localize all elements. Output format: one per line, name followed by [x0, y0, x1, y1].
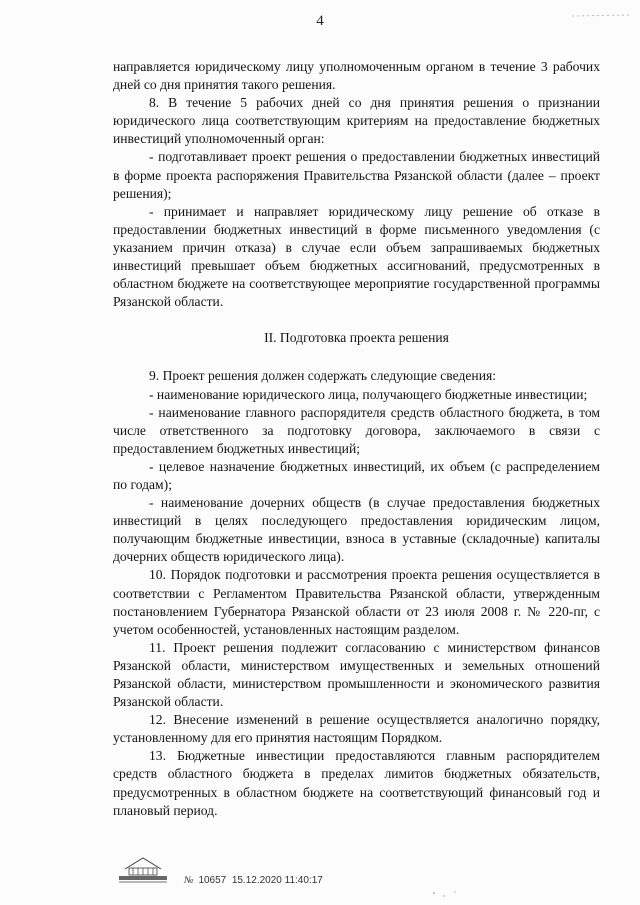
section-heading: II. Подготовка проекта решения — [264, 330, 449, 346]
document-body — [113, 58, 600, 820]
list-item: - наименование главного распорядителя средств областного бюджета, в том числе ответственного за подготовку договора, заключаемого в связи с предоставлением бюджетных инвестиций; — [113, 404, 600, 456]
paragraph: направляется юридическому лицу уполномоченным органом в течение 3 рабочих дней со дня принятия такого решения. — [113, 59, 600, 93]
list-item: - целевое назначение бюджетных инвестиций, их объем (с распределением по годам); — [113, 458, 600, 492]
scan-artifact — [430, 885, 460, 893]
paragraph: 12. Внесение изменений в решение осуществляется аналогично порядку, установленному для его принятия настоящим Порядком. — [113, 712, 600, 746]
doc-number: 10657 — [198, 875, 227, 886]
paragraph: 13. Бюджетные инвестиции предоставляются главным распорядителем средств областного бюджета в пределах лимитов бюджетных обязательств, предусмотренных в областном бюджете на соответствующий финансовый год и плановый период. — [113, 748, 600, 818]
list-item: - принимает и направляет юридическому лицу решение об отказе в предоставлении бюджетных инвестиций в форме письменного уведомления (с указанием причин отказа) в случае если объем запрашиваемых бюджетных инвестиций превышает объем бюджетных ассигнований, предусмотренных в областном бюджете на соответствующее мероприятие государственной программы Рязанской области. — [113, 203, 600, 310]
paragraph: 9. Проект решения должен содержать следующие сведения: — [149, 368, 497, 384]
registry-stamp-icon — [117, 855, 169, 883]
paragraph: 10. Порядок подготовки и рассмотрения проекта решения осуществляется в соответствии с Регламентом Правительства Рязанской области, утвержденным постановлением Губернатора Рязанской области от 23 июля 2008 г. № 220-пг, с учетом особенностей, установленных настоящим разделом. — [113, 567, 600, 637]
list-item: - наименование дочерних обществ (в случае предоставления бюджетных инвестиций в целях последующего предоставления юридическим лицом, получающим бюджетные инвестиции, взноса в уставные (складочные) капиталы дочерних обществ юридического лица). — [113, 495, 600, 565]
scan-artifact — [572, 6, 632, 12]
list-item: - наименование юридического лица, получающего бюджетные инвестиции; — [149, 386, 588, 402]
doc-symbol: № — [184, 875, 194, 886]
paragraph: 11. Проект решения подлежит согласованию с министерством финансов Рязанской области, министерством имущественных и земельных отношений Рязанской области, министерством промышленности и экономического развития Рязанской области. — [113, 639, 600, 710]
list-item: - подготавливает проект решения о предоставлении бюджетных инвестиций в форме проекта распоряжения Правительства Рязанской области (далее – проект решения); — [113, 149, 600, 201]
page-number: 4 — [316, 13, 324, 29]
doc-timestamp: 15.12.2020 11:40:17 — [231, 875, 323, 886]
paragraph: 8. В течение 5 рабочих дней со дня принятия решения о признании юридического лица соответствующим критериям на предоставление бюджетных инвестиций уполномоченный орган: — [113, 95, 600, 147]
document-footer — [184, 875, 323, 886]
